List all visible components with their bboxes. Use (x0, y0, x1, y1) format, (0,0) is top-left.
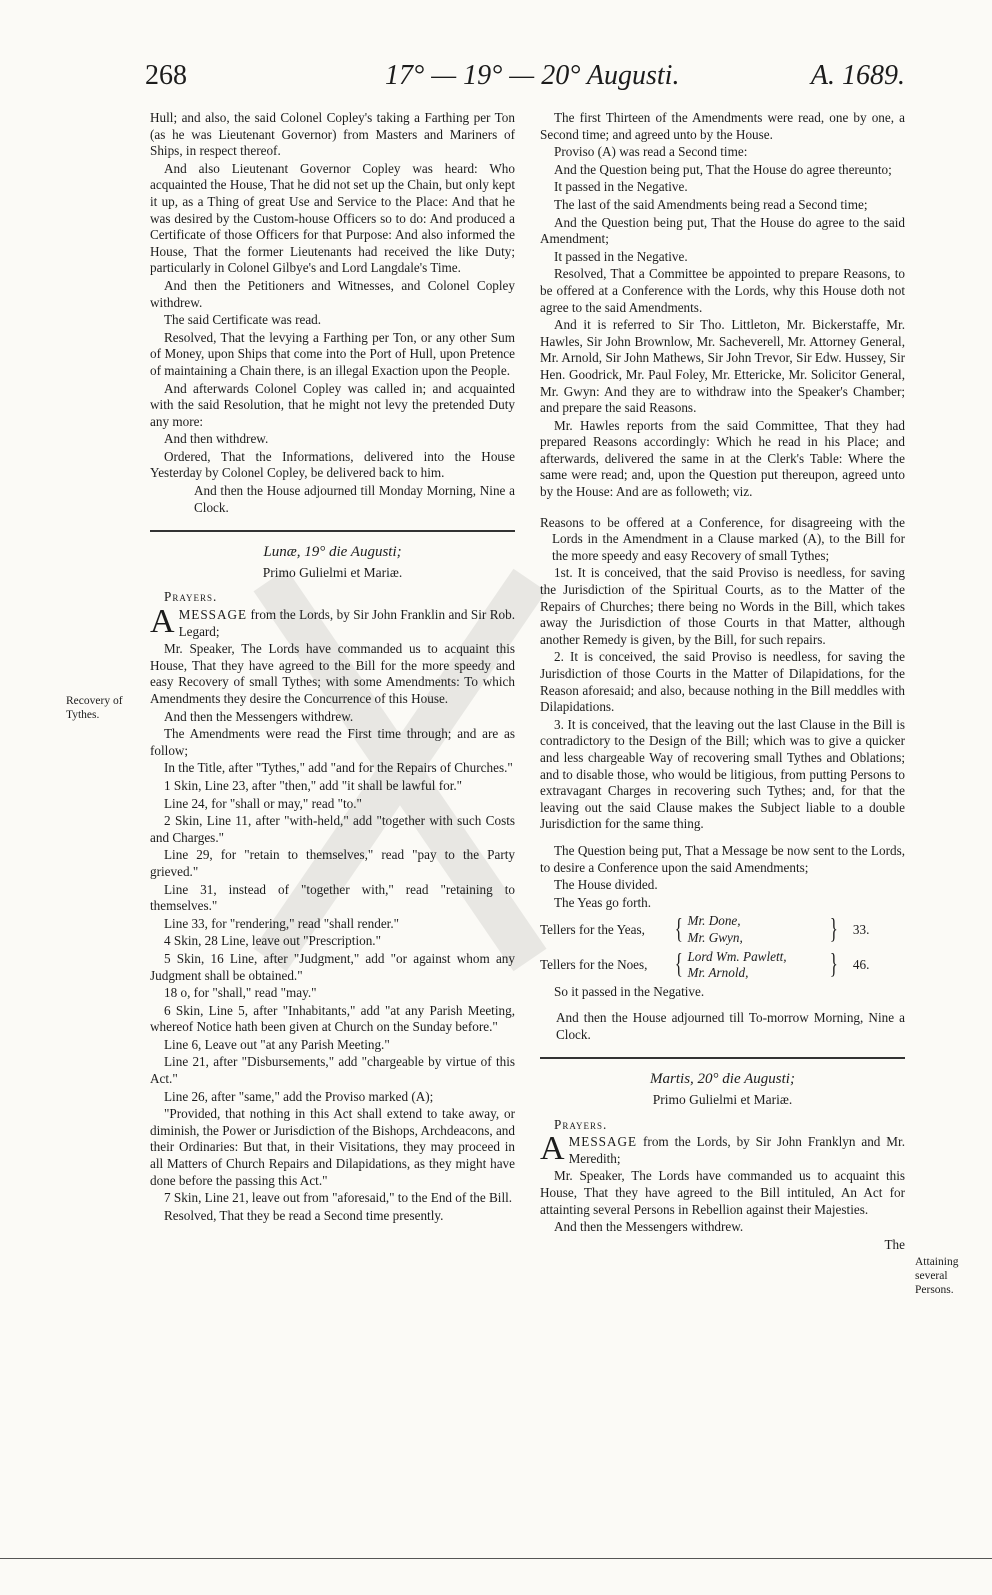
paragraph: 7 Skin, Line 21, leave out from "aforesaid," to the End of the Bill. (164, 1190, 513, 1206)
paragraph: The first Thirteen of the Amendments were read, one by one, a Second time; and agreed unto by the House. (540, 110, 905, 142)
brace-icon: } (830, 949, 839, 981)
paragraph: Resolved, That a Committee be appointed to prepare Reasons, to be offered at a Conference with the Lords, why this House doth not agree to the said Amendments. (540, 266, 905, 315)
teller-name: Mr. Done, (687, 913, 741, 929)
paragraph: 1 Skin, Line 23, after "then," add "it shall be lawful for." (164, 777, 463, 793)
paragraph: 5 Skin, 16 Line, after "Judgment," add "or against whom any Judgment shall be obtained." (150, 950, 515, 983)
brace-icon: } (830, 913, 839, 945)
message-text: from the Lords, by Sir John Franklyn and Mr. Meredith; (568, 1134, 905, 1166)
paragraph: Mr. Hawles reports from the said Committee, That they had prepared Reasons accordingly: Which he read in his Place; and afterwards, delivered the same in at the Clerk's Table: Where the same were read; and, upon the Question put thereupon, agreed unto by the House: And are as followeth; viz. (540, 417, 905, 500)
reign-heading: Primo Gulielmi et Mariæ. (262, 564, 403, 580)
paragraph: And then the Petitioners and Witnesses, and Colonel Copley withdrew. (150, 277, 515, 310)
day-heading: Martis, 20° die Augusti; (650, 1071, 795, 1088)
section-divider (150, 530, 515, 532)
tellers-noes (540, 949, 905, 982)
paragraph: Line 31, instead of "together with," read "retaining to themselves." (150, 881, 515, 914)
paragraph: Proviso (A) was read a Second time: (554, 144, 748, 160)
tellers-count: 33. (852, 921, 870, 937)
paragraph: The Amendments were read the First time through; and are as follow; (150, 726, 515, 758)
paragraph: The Yeas go forth. (554, 894, 652, 910)
reason-item: 1st. It is conceived, that the said Proviso is needless, for saving the Jurisdiction of the Spiritual Courts, as to the Matter of the Repairs of Churches; there being no Words in the Bill, which takes away the Jurisdiction of those Courts in that Matter, although another Remedy is given, by the Bill, for such repairs. (540, 565, 905, 647)
prayers-heading: Prayers. (164, 589, 218, 605)
tellers-label: Tellers for the Noes, (540, 956, 648, 972)
tellers-names (687, 949, 827, 982)
paragraph: 2 Skin, Line 11, after "with-held," add "together with such Costs and Charges." (150, 813, 515, 845)
paragraph: The Question being put, That a Message be now sent to the Lords, to desire a Conference upon the said Amendments; (540, 842, 905, 875)
paragraph: And also Lieutenant Governor Copley was heard: Who acquainted the House, That he did not set up the Chain, but only kept it up, as a Thing of great Use and Service to the Place: And that he was desired by the Custom-house Officers so to do: And produced a Certificate of those Officers for that Purpose: And also informed the House, That the former Lieutenants had received the like Duty; particularly in Colonel Gilbye's and Lord Langdale's Time. (150, 160, 515, 276)
drop-cap: A (540, 1130, 565, 1168)
prayers-heading: Prayers. (554, 1116, 608, 1132)
right-column (540, 110, 905, 1254)
paragraph: Resolved, That they be read a Second time presently. (164, 1207, 444, 1223)
paragraph: The said Certificate was read. (164, 312, 322, 328)
page-bottom-rule (0, 1558, 992, 1559)
paragraph: And then the Messengers withdrew. (164, 708, 354, 724)
section-divider (540, 1057, 905, 1059)
tellers-label: Tellers for the Yeas, (540, 921, 645, 937)
drop-cap: A (150, 603, 175, 641)
adjournment: And then the House adjourned till Monday Morning, Nine a Clock. (194, 483, 515, 515)
paragraph: Line 29, for "retain to themselves," read "pay to the Party grieved." (150, 847, 515, 879)
paragraph: And then withdrew. (164, 431, 269, 447)
paragraph: And the Question being put, That the House do agree thereunto; (554, 161, 892, 177)
paragraph: So it passed in the Negative. (554, 983, 705, 999)
paragraph: 4 Skin, 28 Line, leave out "Prescription." (164, 933, 381, 949)
paragraph: Resolved, That the levying a Farthing per Ton, or any other Sum of Money, upon Ships that come into the Port of Hull, upon Pretence of maintaining a Chain there, is an illegal Exaction upon the People. (150, 329, 515, 378)
paragraph: "Provided, that nothing in this Act shall extend to take away, or diminish, the Power or Jurisdiction of the Bishops, Archdeacons, and their Ordinaries: But that, in their Visitations, they may proceed in all Matters of Church Repairs and Dilapidations, as they might have done before the passing this Act." (150, 1106, 515, 1188)
paragraph: It passed in the Negative. (554, 179, 688, 195)
reasons-heading: Reasons to be offered at a Conference, for disagreeing with the Lords in the Amendment in a Clause marked (A), to the Bill for the more speedy and easy Recovery of small Tythes; (540, 514, 905, 563)
reason-item: 2. It is conceived, the said Proviso is needless, for saving the Jurisdiction of those Courts in the Matter of Dilapidations, for the Reason aforesaid; and also, because nothing in the Bill meddles with Dilapidations. (540, 649, 905, 715)
header-dates: 17° — 19° — 20° Augusti. (385, 60, 680, 91)
paragraph: It passed in the Negative. (554, 248, 688, 264)
paragraph: And it is referred to Sir Tho. Littleton, Mr. Bickerstaffe, Mr. Hawles, Sir John Brownlow, Mr. Sacheverell, Mr. Attorney General, Mr. Arnold, Sir John Mathews, Sir John Trevor, Sir Edw. Hussey, Sir Hen. Goodrick, Mr. Paul Foley, Mr. Ettericke, Mr. Solicitor General, Mr. Gwyn: And they are to withdraw into the Speaker's Chamber; and prepare the said Reasons. (540, 317, 905, 416)
tellers-yeas (540, 913, 905, 946)
tellers-names (687, 913, 827, 946)
teller-name: Lord Wm. Pawlett, (687, 948, 787, 964)
day-heading: Lunæ, 19° die Augusti; (263, 544, 402, 561)
reign-heading: Primo Gulielmi et Mariæ. (652, 1092, 793, 1108)
paragraph: Line 26, after "same," add the Proviso marked (A); (164, 1088, 434, 1104)
paragraph: Hull; and also, the said Colonel Copley's taking a Farthing per Ton (as he was Lieutenant Governor) from Masters and Mariners of Ships, in respect thereof. (150, 110, 515, 159)
margin-note-left: Recovery of Tythes. (66, 695, 123, 721)
message-word: MESSAGE (568, 1134, 638, 1150)
paragraph: The last of the said Amendments being read a Second time; (554, 196, 868, 212)
teller-name: Mr. Arnold, (687, 965, 749, 981)
header-year: A. 1689. (810, 60, 905, 91)
tellers-count: 46. (852, 956, 870, 972)
paragraph: And afterwards Colonel Copley was called in; and acquainted with the said Resolution, that he might not levy the pretended Duty any more: (150, 380, 515, 429)
paragraph: Line 33, for "rendering," read "shall render." (164, 915, 400, 931)
paragraph: Ordered, That the Informations, delivered into the House Yesterday by Colonel Copley, be delivered back to him. (150, 448, 515, 481)
catchword: The (884, 1236, 905, 1252)
page-number: 268 (145, 60, 187, 91)
paragraph: Line 21, after "Disbursements," add "chargeable by virtue of this Act." (150, 1054, 515, 1087)
message-text: from the Lords, by Sir John Franklin and Sir Rob. Legard; (178, 607, 515, 639)
message-paragraph (540, 1130, 905, 1168)
message-word: MESSAGE (178, 607, 248, 623)
teller-name: Mr. Gwyn, (687, 929, 743, 945)
paragraph: And then the Messengers withdrew. (554, 1219, 744, 1235)
paragraph: 18 o, for "shall," read "may." (164, 985, 317, 1001)
brace-icon: { (674, 913, 683, 945)
reason-item: 3. It is conceived, that the leaving out the last Clause in the Bill is contradictory to the Design of the Bill; which was to give a quicker and less chargeable Way of recovering small Tythes and Oblations; and to disable those, who would be litigious, from putting Persons to extravagant Charges in recovering such Tythes; and, for that the leaving out the said Clause makes the Subject liable to a double Jurisdiction for the same thing. (540, 716, 905, 832)
message-paragraph (150, 603, 515, 641)
page-header (145, 60, 905, 100)
margin-note-right: Attaining several Persons. (915, 1256, 959, 1296)
paragraph: And the Question being put, That the House do agree to the said Amendment; (540, 214, 905, 247)
brace-icon: { (674, 949, 683, 981)
left-column (150, 110, 515, 1225)
paragraph: Mr. Speaker, The Lords have commanded us to acquaint this House, That they have agreed to the Bill intituled, An Act for attainting several Persons in Rebellion against their Majesties. (540, 1168, 905, 1217)
paragraph: The House divided. (554, 877, 658, 893)
paragraph: In the Title, after "Tythes," add "and for the Repairs of Churches." (164, 760, 513, 776)
paragraph: Mr. Speaker, The Lords have commanded us to acquaint this House, That they have agreed to the Bill for the more speedy and easy Recovery of small Tythes; with some Amendments: To which Amendments they desire the Concurrence of this House. (150, 641, 515, 706)
paragraph: 6 Skin, Line 5, after "Inhabitants," add "at any Parish Meeting, whereof Notice hath been given at Church on the Sunday before." (150, 1002, 515, 1035)
paragraph: Line 6, Leave out "at any Parish Meeting." (164, 1036, 390, 1052)
adjournment: And then the House adjourned till To-morrow Morning, Nine a Clock. (556, 1010, 905, 1042)
paragraph: Line 24, for "shall or may," read "to." (164, 795, 362, 811)
